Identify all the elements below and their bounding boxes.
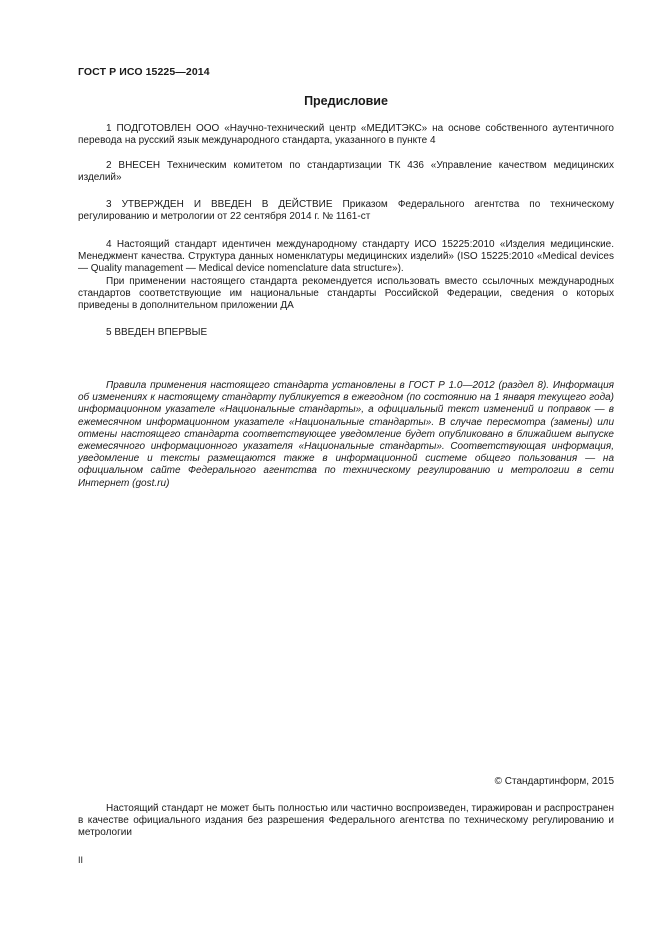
reproduction-notice-text: Настоящий стандарт не может быть полностью или частично воспроизведен, тиражирован и распространен в качестве официального издания без разрешения Федерального агентства по техническому регулированию и метрологии — [78, 803, 614, 839]
paragraph-5-text: 5 ВВЕДЕН ВПЕРВЫЕ — [106, 327, 208, 338]
paragraph-2-text: 2 ВНЕСЕН Техническим комитетом по стандартизации ТК 436 «Управление качеством медицинских изделий» — [78, 160, 614, 184]
rules-notice-text: Правила применения настоящего стандарта установлены в ГОСТ Р 1.0—2012 (раздел 8). Информация об изменениях к настоящему стандарту публикуется в ежегодном (по состоянию на 1 января текущего года) информационном указателе «Национальные стандарты», а официальный текст изменений и поправок — в ежемесячном информационном указателе «Национальные стандарты». В случае пересмотра (замены) или отмены настоящего стандарта соответствующее уведомление будет опубликовано в ближайшем выпуске ежемесячного информационного указателя «Национальные стандарты». Соответствующая информация, уведомление и тексты размещаются также в информационной системе общего пользования — на официальном сайте Федерального агентства по техническому регулированию и метрологии в сети Интернет (gost.ru) — [78, 380, 614, 489]
rules-notice — [78, 380, 614, 490]
paragraph-3 — [78, 199, 614, 223]
paragraph-4-note: При применении настоящего стандарта рекомендуется использовать вместо ссылочных международных стандартов соответствующие им национальные стандарты Российской Федерации, сведения о которых приведены в дополнительном приложении ДА — [78, 275, 614, 312]
page-title: Предисловие — [304, 94, 388, 108]
paragraph-4 — [78, 239, 614, 312]
paragraph-1-text: 1 ПОДГОТОВЛЕН ООО «Научно-технический центр «МЕДИТЭКС» на основе собственного аутентичного перевода на русский язык международного стандарта, указанного в пункте 4 — [78, 123, 614, 147]
document-code: ГОСТ Р ИСО 15225—2014 — [78, 66, 210, 78]
paragraph-2 — [78, 160, 614, 184]
paragraph-1 — [78, 123, 614, 147]
paragraph-5 — [78, 327, 614, 339]
page-number: II — [78, 855, 84, 865]
reproduction-notice — [78, 803, 614, 840]
copyright: © Стандартинформ, 2015 — [494, 776, 614, 787]
paragraph-4-text: 4 Настоящий стандарт идентичен международному стандарту ИСО 15225:2010 «Изделия медицинские. Менеджмент качества. Структура данных номенклатуры медицинских изделий» (ISO 15225:2010 «Medical devices — Quality management — Medical device nomenclature data structure»). — [78, 239, 614, 275]
paragraph-3-text: 3 УТВЕРЖДЕН И ВВЕДЕН В ДЕЙСТВИЕ Приказом Федерального агентства по техническому регулированию и метрологии от 22 сентября 2014 г. № 1161-ст — [78, 199, 614, 223]
